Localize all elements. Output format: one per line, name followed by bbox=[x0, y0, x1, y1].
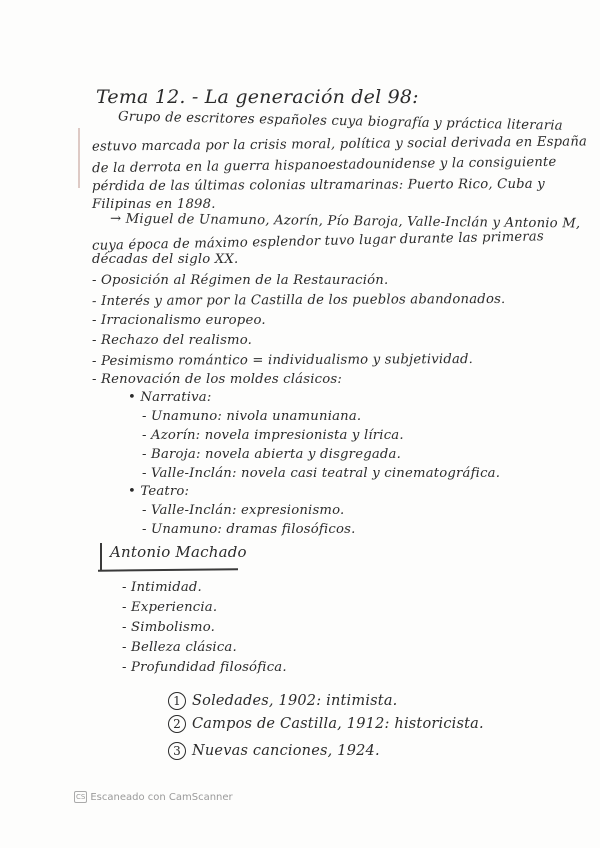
narrativa-item: - Valle-Inclán: novela casi teatral y cinematográfica. bbox=[142, 466, 501, 481]
machado-trait: - Belleza clásica. bbox=[122, 640, 237, 655]
authors-line: cuya época de máximo esplendor tuvo lugar durante las primeras bbox=[91, 229, 545, 254]
feature-item: - Interés y amor por la Castilla de los pueblos abandonados. bbox=[91, 291, 506, 310]
watermark-text: Escaneado con CamScanner bbox=[90, 792, 233, 803]
narrativa-heading: • Narrativa: bbox=[128, 390, 212, 405]
margin-mark bbox=[78, 128, 80, 188]
work-title: Campos de Castilla, 1912: historicista. bbox=[192, 716, 484, 732]
intro-line: Filipinas en 1898. bbox=[92, 197, 216, 212]
feature-item: - Rechazo del realismo. bbox=[92, 333, 253, 348]
number-circle: 3 bbox=[168, 742, 186, 760]
machado-work bbox=[168, 715, 484, 733]
machado-trait: - Intimidad. bbox=[122, 580, 202, 595]
intro-line: Grupo de escritores españoles cuya biografía y práctica literaria bbox=[117, 109, 563, 134]
teatro-item: - Unamuno: dramas filosóficos. bbox=[142, 522, 356, 537]
machado-heading: Antonio Machado bbox=[110, 543, 247, 561]
machado-work bbox=[168, 692, 397, 710]
narrativa-item: - Baroja: novela abierta y disgregada. bbox=[142, 447, 401, 462]
number-circle: 2 bbox=[168, 715, 186, 733]
feature-item: - Renovación de los moldes clásicos: bbox=[92, 372, 342, 387]
box-left-line bbox=[100, 543, 102, 571]
machado-heading-box bbox=[100, 541, 247, 567]
narrativa-item: - Azorín: novela impresionista y lírica. bbox=[142, 428, 404, 443]
narrativa-item: - Unamuno: nivola unamuniana. bbox=[142, 409, 362, 424]
authors-line: → Miguel de Unamuno, Azorín, Pío Baroja, Valle-Inclán y Antonio M, bbox=[109, 211, 581, 232]
machado-trait: - Profundidad filosófica. bbox=[122, 660, 287, 675]
machado-work bbox=[168, 742, 380, 760]
number-circle: 1 bbox=[168, 692, 186, 710]
machado-trait: - Simbolismo. bbox=[122, 620, 215, 635]
work-title: Soledades, 1902: intimista. bbox=[192, 693, 398, 709]
feature-item: - Irracionalismo europeo. bbox=[92, 313, 266, 328]
page-title: Tema 12. - La generación del 98: bbox=[96, 86, 419, 108]
authors-line: décadas del siglo XX. bbox=[92, 252, 239, 267]
work-title: Nuevas canciones, 1924. bbox=[192, 743, 380, 759]
camscanner-icon: CS bbox=[76, 793, 86, 801]
teatro-heading: • Teatro: bbox=[128, 484, 190, 499]
intro-line: pérdida de las últimas colonias ultramarinas: Puerto Rico, Cuba y bbox=[91, 176, 545, 195]
intro-line: estuvo marcada por la crisis moral, política y social derivada en España bbox=[91, 134, 588, 155]
intro-line: de la derrota en la guerra hispanoestadounidense y la consiguiente bbox=[91, 154, 557, 177]
machado-trait: - Experiencia. bbox=[122, 600, 218, 615]
scanner-watermark bbox=[74, 791, 233, 803]
feature-item: - Pesimismo romántico = individualismo y subjetividad. bbox=[91, 352, 474, 369]
feature-item: - Oposición al Régimen de la Restauración. bbox=[92, 273, 389, 288]
box-underline bbox=[98, 568, 238, 571]
teatro-item: - Valle-Inclán: expresionismo. bbox=[142, 503, 345, 518]
